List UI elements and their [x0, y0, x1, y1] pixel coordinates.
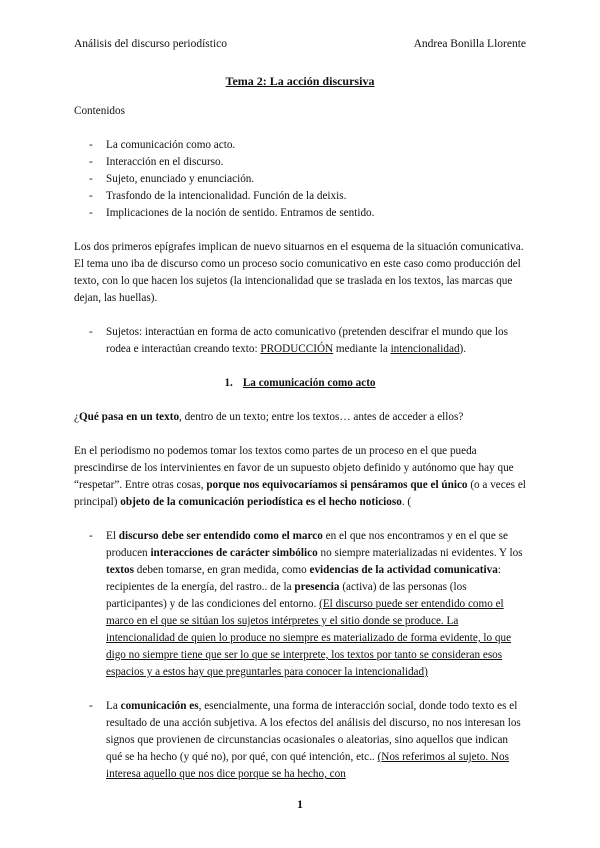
page-title: Tema 2: La acción discursiva — [225, 74, 375, 88]
list-item: - Trasfondo de la intencionalidad. Función de la deixis. — [74, 188, 526, 205]
intro-paragraph: Los dos primeros epígrafes implican de nuevo situarnos en el esquema de la situación comunicativa. El tema uno iba de discurso como un proceso socio comunicativo en este caso como producción del texto, con lo que hacen los sujetos (la intencionalidad que se traslada en los textos, las marcas que dejan, las huellas). — [74, 241, 524, 304]
header-left: Análisis del discurso periodístico — [74, 38, 227, 50]
page-number: 1 — [297, 797, 303, 811]
document-body — [74, 103, 526, 783]
question-paragraph: ¿Qué pasa en un texto, dentro de un texto; entre los textos… antes de acceder a ellos? — [74, 411, 464, 423]
journalism-paragraph: En el periodismo no podemos tomar los textos como partes de un proceso en el que pueda prescindirse de los intervinientes en favor de un supuesto objeto definido y autónomo que hay que “respetar”. Entre otras cosas, porque nos equivocaríamos si pensáramos que el único (o a veces el principal) objeto de la comunicación periodística es el hecho noticioso. ( — [74, 445, 526, 508]
intencionalidad-term: intencionalidad — [390, 343, 460, 355]
list-item: - Implicaciones de la noción de sentido. Entramos de sentido. — [74, 205, 526, 222]
underlined-note: (El discurso puede ser entendido como el marco en el que se sitúan los sujetos intérpretes y el sitio donde se produce. La intencionalidad de quien lo produce no siempre es materializado de forma evidente, lo que digo no siempre tiene que ser lo que se interprete, los textos por tanto se consideran esos espacios y a estos hay que preguntarles para conocer la intencionalidad) — [106, 598, 512, 678]
subjects-bullet: - Sujetos: interactúan en forma de acto comunicativo (pretenden descifrar el mundo que los rodea e interactúan creando texto: PRODUCCIÓN mediante la intencionalidad). — [89, 326, 508, 355]
contents-heading: Contenidos — [74, 105, 125, 117]
list-item: - Interacción en el discurso. — [74, 154, 526, 171]
discourse-bullet: - El discurso debe ser entendido como el marco en el que nos encontramos y en el que se producen interacciones de carácter simbólico no siempre materializadas ni evidentes. Y los textos deben tomarse, en gran medida, como evidencias de la actividad comunicativa: recipientes de la energía, del rastro.. de la presencia (activa) de las personas (los participantes) y de las condiciones del entorno. (El discurso puede ser entendido como el marco en el que se sitúan los sujetos intérpretes y el sitio donde se produce. La intencionalidad de quien lo produce no siempre es materializado de forma evidente, lo que digo no siempre tiene que ser lo que se interprete, los textos por tanto se consideran esos espacios y a estos hay que preguntarles para conocer la intencionalidad) — [89, 530, 523, 678]
communication-bullet: - La comunicación es, esencialmente, una forma de interacción social, donde todo texto es el resultado de una acción subjetiva. A los efectos del análisis del discurso, no nos interesan los signos que provienen de circunstancias ocasionales o aleatorias, sino aquellos que indican qué se ha hecho (y qué no), por qué, con qué intención, etc.. (Nos referimos al sujeto. Nos interesa aquello que nos dice porque se ha hecho, con — [89, 700, 521, 780]
underlined-note: (Nos referimos al sujeto. Nos interesa aquello que nos dice porque se ha hecho, con — [106, 751, 509, 780]
section-title: La comunicación como acto — [242, 377, 376, 389]
header-right: Andrea Bonilla Llorente — [413, 38, 526, 50]
produccion-term: PRODUCCIÓN — [260, 343, 334, 355]
list-item: - La comunicación como acto. — [74, 137, 526, 154]
dash-marker: - — [89, 700, 93, 712]
contents-list — [74, 137, 526, 222]
list-item: - Sujeto, enunciado y enunciación. — [74, 171, 526, 188]
section-heading — [74, 375, 526, 392]
dash-marker: - — [89, 530, 93, 542]
section-number: 1. — [224, 377, 233, 389]
dash-marker: - — [89, 326, 93, 338]
